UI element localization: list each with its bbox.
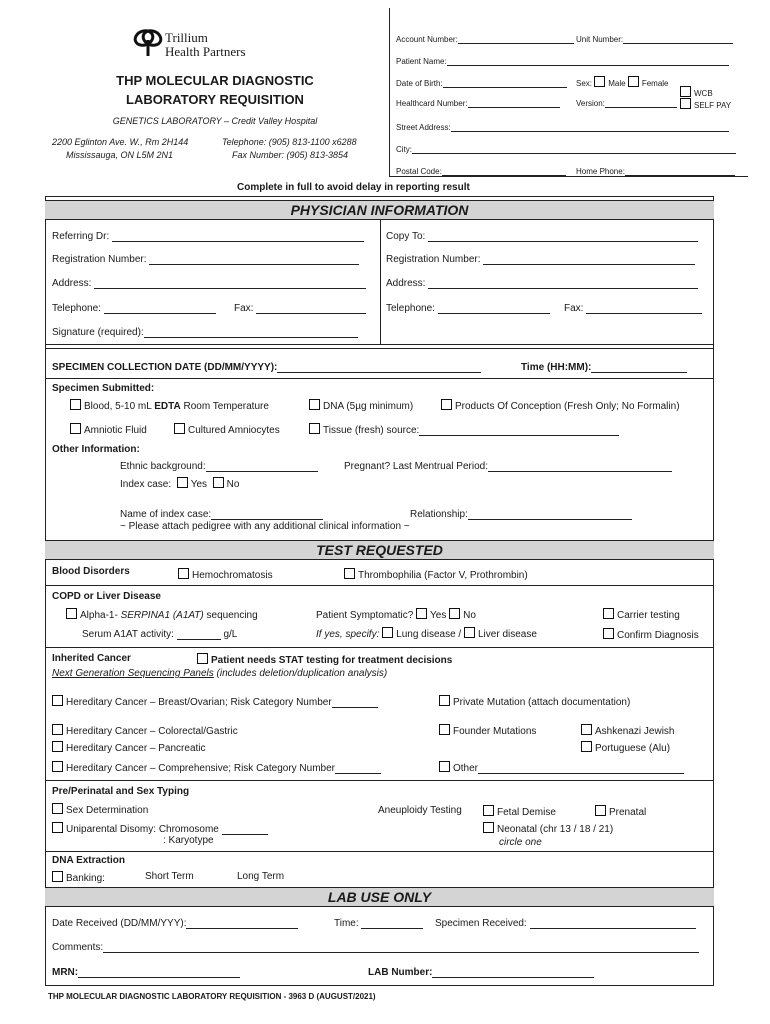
fetal-demise-option: Fetal Demise xyxy=(483,805,556,818)
divider xyxy=(45,585,714,586)
copd-label: COPD or Liver Disease xyxy=(52,591,161,602)
copy-telephone-field[interactable]: Telephone: xyxy=(386,302,550,314)
dna-extraction-label: DNA Extraction xyxy=(52,855,125,866)
form-title-line-1: THP MOLECULAR DIAGNOSTIC xyxy=(116,73,314,88)
lmp-field[interactable]: Pregnant? Last Mentrual Period: xyxy=(344,460,672,472)
mrn-field[interactable]: MRN: xyxy=(52,966,240,978)
sex-determination-checkbox[interactable] xyxy=(52,803,63,814)
confirm-option: Confirm Diagnosis xyxy=(603,628,699,641)
circle-one-note: circle one xyxy=(499,837,542,848)
other-option[interactable]: Other xyxy=(439,761,684,774)
copy-to-field[interactable]: Copy To: xyxy=(386,230,698,242)
portuguese-option: Portuguese (Alu) xyxy=(581,741,670,754)
blood-disorders-label: Blood Disorders xyxy=(52,566,130,577)
breast-option[interactable]: Hereditary Cancer – Breast/Ovarian; Risk Category Number xyxy=(52,695,378,708)
colorectal-option: Hereditary Cancer – Colorectal/Gastric xyxy=(52,724,238,737)
poc-option: Products Of Conception (Fresh Only; No Formalin) xyxy=(441,399,680,412)
specimen-received-field[interactable]: Specimen Received: xyxy=(435,917,696,929)
version-field[interactable]: Version: xyxy=(576,96,677,108)
relationship-field[interactable]: Relationship: xyxy=(410,508,632,520)
trillium-logo-icon xyxy=(133,28,163,58)
brand-line-1: Trillium xyxy=(165,30,208,45)
physician-information-band: PHYSICIAN INFORMATION xyxy=(45,200,714,220)
dna-checkbox[interactable] xyxy=(309,399,320,410)
divider xyxy=(45,851,714,852)
test-requested-band: TEST REQUESTED xyxy=(45,540,714,560)
index-name-field[interactable]: Name of index case: xyxy=(120,508,323,520)
physician-divider xyxy=(380,220,381,344)
pedigree-note: ~ Please attach pedigree with any additional clinical information ~ xyxy=(120,521,410,532)
serum-activity-field[interactable]: Serum A1AT activity: g/L xyxy=(82,629,238,640)
blood-checkbox[interactable] xyxy=(70,399,81,410)
postal-code-field[interactable]: Postal Code: xyxy=(396,164,566,176)
cultured-checkbox[interactable] xyxy=(174,423,185,434)
neonatal-checkbox[interactable] xyxy=(483,822,494,833)
collection-date-field[interactable]: SPECIMEN COLLECTION DATE (DD/MM/YYYY): xyxy=(52,361,481,373)
thrombophilia-option: Thrombophilia (Factor V, Prothrombin) xyxy=(344,568,528,581)
tissue-option[interactable]: Tissue (fresh) source: xyxy=(309,423,619,436)
lab-use-only-band: LAB USE ONLY xyxy=(45,887,714,907)
symptomatic-field: Patient Symptomatic? Yes No xyxy=(316,610,476,621)
form-title-line-2: LABORATORY REQUISITION xyxy=(126,92,304,107)
dna-option: DNA (5µg minimum) xyxy=(309,399,413,412)
registration-number-field[interactable]: Registration Number: xyxy=(52,253,359,265)
other-information-label: Other Information: xyxy=(52,444,140,455)
healthcard-field[interactable]: Healthcard Number: xyxy=(396,96,560,108)
patient-name-field[interactable]: Patient Name: xyxy=(396,54,729,66)
prenatal-checkbox[interactable] xyxy=(595,805,606,816)
lab-telephone: Telephone: (905) 813-1100 x6288 xyxy=(222,137,357,147)
brand-line-2: Health Partners xyxy=(165,44,246,59)
sex-determination-option: Sex Determination xyxy=(52,803,148,816)
breast-checkbox[interactable] xyxy=(52,695,63,706)
amniotic-option: Amniotic Fluid xyxy=(70,423,147,436)
date-received-field[interactable]: Date Received (DD/MM/YYY): xyxy=(52,917,298,929)
wcb-checkbox[interactable] xyxy=(680,86,691,97)
pancreatic-checkbox[interactable] xyxy=(52,741,63,752)
copy-address-field[interactable]: Address: xyxy=(386,277,698,289)
physician-telephone-field[interactable]: Telephone: xyxy=(52,302,216,314)
carrier-checkbox[interactable] xyxy=(603,608,614,619)
private-mutation-option: Private Mutation (attach documentation) xyxy=(439,695,630,708)
copy-registration-field[interactable]: Registration Number: xyxy=(386,253,695,265)
colorectal-checkbox[interactable] xyxy=(52,724,63,735)
sex-field: Sex: Male Female xyxy=(576,76,669,88)
male-checkbox[interactable] xyxy=(594,76,605,87)
fetal-demise-checkbox[interactable] xyxy=(483,805,494,816)
tissue-checkbox[interactable] xyxy=(309,423,320,434)
other-checkbox[interactable] xyxy=(439,761,450,772)
copy-fax-field[interactable]: Fax: xyxy=(564,302,702,314)
complete-note: Complete in full to avoid delay in reporting result xyxy=(237,182,470,193)
lung-checkbox[interactable] xyxy=(382,627,393,638)
lab-address-1: 2200 Eglinton Ave. W., Rm 2H144 xyxy=(52,137,189,147)
if-yes-field: If yes, specify: Lung disease / Liver disease xyxy=(316,629,537,640)
amniotic-checkbox[interactable] xyxy=(70,423,81,434)
lab-fax: Fax Number: (905) 813-3854 xyxy=(232,150,349,160)
index-no-checkbox[interactable] xyxy=(213,477,224,488)
lab-time-field[interactable]: Time: xyxy=(334,917,423,929)
prenatal-label: Pre/Perinatal and Sex Typing xyxy=(52,786,190,797)
founder-checkbox[interactable] xyxy=(439,724,450,735)
cultured-option: Cultured Amniocytes xyxy=(174,423,280,436)
hemochromatosis-option: Hemochromatosis xyxy=(178,568,273,581)
footer-form-id: THP MOLECULAR DIAGNOSTIC LABORATORY REQUISITION - 3963 D (AUGUST/2021) xyxy=(48,992,376,1001)
founder-option: Founder Mutations xyxy=(439,724,536,737)
symptomatic-yes-checkbox[interactable] xyxy=(416,608,427,619)
stat-checkbox[interactable] xyxy=(197,653,208,664)
portuguese-checkbox[interactable] xyxy=(581,741,592,752)
pancreatic-option: Hereditary Cancer – Pancreatic xyxy=(52,741,206,754)
city-field[interactable]: City: xyxy=(396,142,736,154)
self-pay-option: SELF PAY xyxy=(680,98,731,110)
dob-field[interactable]: Date of Birth: xyxy=(396,76,567,88)
karyotype-label: : Karyotype xyxy=(163,835,214,846)
hemochromatosis-checkbox[interactable] xyxy=(178,568,189,579)
comprehensive-checkbox[interactable] xyxy=(52,761,63,772)
physician-fax-field[interactable]: Fax: xyxy=(234,302,366,314)
signature-field[interactable]: Signature (required): xyxy=(52,326,358,338)
account-number-field[interactable]: Account Number: xyxy=(396,32,574,44)
lab-name: GENETICS LABORATORY – Credit Valley Hospital xyxy=(112,116,318,126)
self-pay-checkbox[interactable] xyxy=(680,98,691,109)
comprehensive-option[interactable]: Hereditary Cancer – Comprehensive; Risk Category Number xyxy=(52,761,381,774)
ethnic-field[interactable]: Ethnic background: xyxy=(120,460,318,472)
carrier-option: Carrier testing xyxy=(603,608,680,621)
index-case-field: Index case: Yes No xyxy=(120,479,240,490)
ngs-label: Next Generation Sequencing Panels (includes deletion/duplication analysis) xyxy=(52,668,388,679)
home-phone-field[interactable]: Home Phone: xyxy=(576,164,735,176)
logo xyxy=(133,28,273,62)
alpha1-checkbox[interactable] xyxy=(66,608,77,619)
short-term-option[interactable]: Short Term xyxy=(145,871,194,882)
divider xyxy=(45,378,714,379)
prenatal-option: Prenatal xyxy=(595,805,646,818)
divider xyxy=(45,780,714,781)
divider xyxy=(45,348,714,349)
poc-checkbox[interactable] xyxy=(441,399,452,410)
banking-option: Banking: xyxy=(52,871,105,884)
female-checkbox[interactable] xyxy=(628,76,639,87)
collection-time-field[interactable]: Time (HH:MM): xyxy=(521,361,687,373)
confirm-checkbox[interactable] xyxy=(603,628,614,639)
ashkenazi-option: Ashkenazi Jewish xyxy=(581,724,674,737)
lab-number-field[interactable]: LAB Number: xyxy=(368,966,594,978)
unit-number-field[interactable]: Unit Number: xyxy=(576,32,733,44)
symptomatic-no-checkbox[interactable] xyxy=(449,608,460,619)
private-mutation-checkbox[interactable] xyxy=(439,695,450,706)
index-yes-checkbox[interactable] xyxy=(177,477,188,488)
ashkenazi-checkbox[interactable] xyxy=(581,724,592,735)
divider xyxy=(45,344,714,345)
aneuploidy-label: Aneuploidy Testing xyxy=(378,805,462,816)
physician-address-field[interactable]: Address: xyxy=(52,277,366,289)
patient-label-box xyxy=(389,8,748,177)
banking-checkbox[interactable] xyxy=(52,871,63,882)
upd-checkbox[interactable] xyxy=(52,822,63,833)
specimen-submitted-label: Specimen Submitted: xyxy=(52,383,155,394)
alpha1-option: Alpha-1- SERPINA1 (A1AT) sequencing xyxy=(66,608,258,621)
thrombophilia-checkbox[interactable] xyxy=(344,568,355,579)
neonatal-option: Neonatal (chr 13 / 18 / 21) xyxy=(483,822,613,835)
blood-option: Blood, 5-10 mL EDTA Room Temperature xyxy=(70,399,269,412)
liver-checkbox[interactable] xyxy=(464,627,475,638)
referring-dr-field[interactable]: Referring Dr: xyxy=(52,230,364,242)
comments-field[interactable]: Comments: xyxy=(52,941,699,953)
wcb-option: WCB xyxy=(680,86,713,98)
street-address-field[interactable]: Street Address: xyxy=(396,120,729,132)
inherited-cancer-label: Inherited Cancer xyxy=(52,653,131,664)
lab-address-2: Mississauga, ON L5M 2N1 xyxy=(66,150,174,160)
upd-option[interactable]: Uniparental Disomy: Chromosome xyxy=(52,822,268,835)
long-term-option[interactable]: Long Term xyxy=(237,871,285,882)
divider xyxy=(45,647,714,648)
stat-option: Patient needs STAT testing for treatment decisions xyxy=(197,653,452,666)
